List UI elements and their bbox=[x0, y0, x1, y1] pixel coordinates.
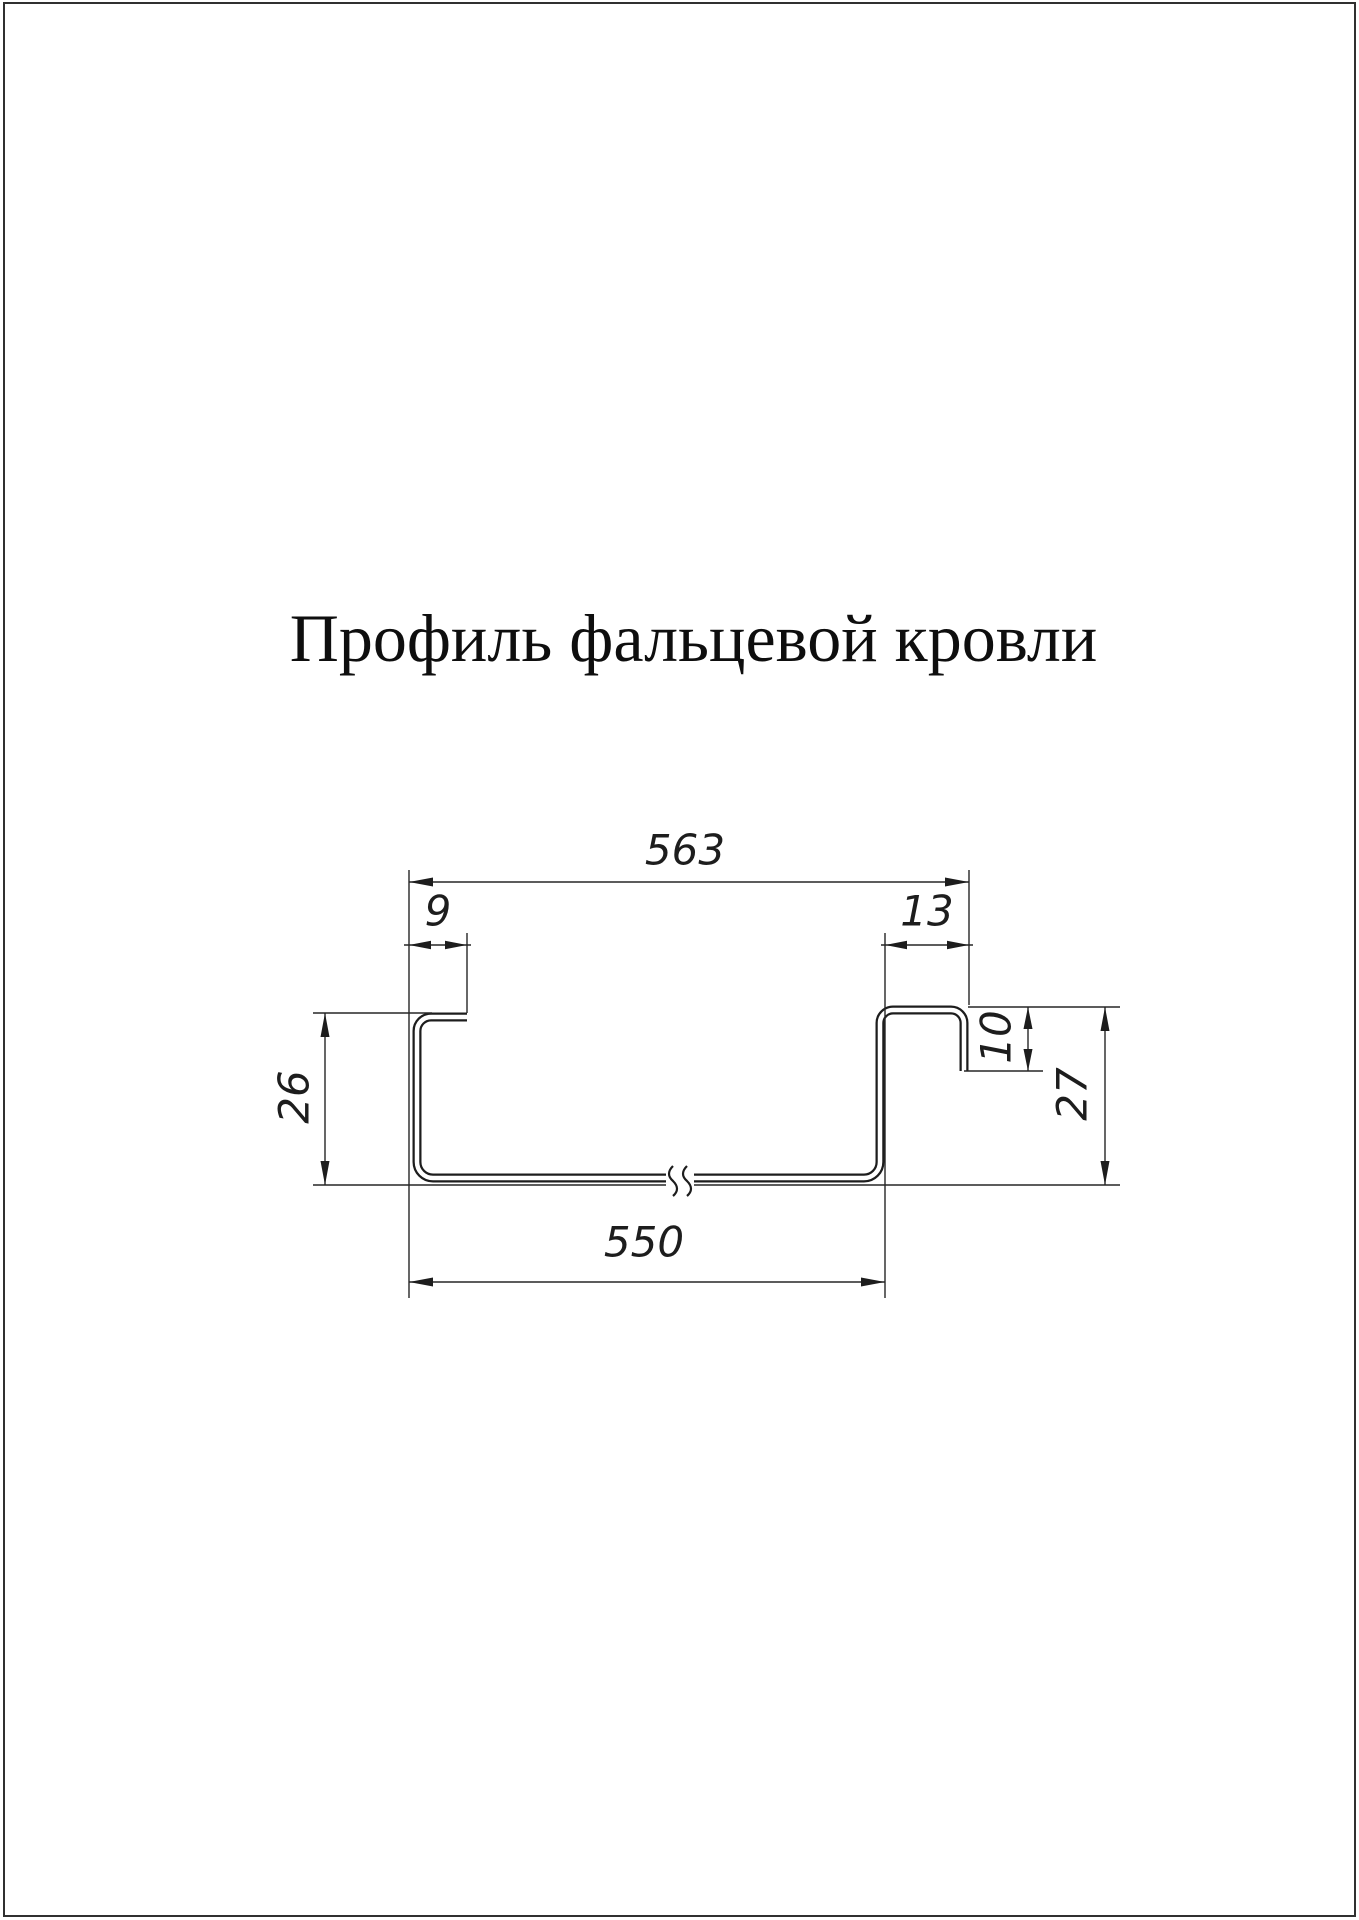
arrowhead-top-icon bbox=[1024, 1007, 1033, 1029]
arrowhead-right-icon bbox=[445, 941, 467, 949]
dim-label-9: 9 bbox=[424, 886, 452, 936]
dim-label-13: 13 bbox=[900, 886, 954, 936]
dim-label-27: 27 bbox=[1047, 1067, 1097, 1121]
dimension-left-height bbox=[270, 1013, 330, 1185]
arrowhead-bottom-icon bbox=[321, 1161, 330, 1185]
dimension-top-overall bbox=[409, 826, 969, 887]
dim-label-550: 550 bbox=[603, 1217, 685, 1267]
dim-label-563: 563 bbox=[644, 825, 726, 875]
arrowhead-right-icon bbox=[945, 878, 969, 887]
dim-label-10: 10 bbox=[971, 1010, 1021, 1064]
dimension-right-height bbox=[1048, 1007, 1110, 1185]
profile-outline bbox=[417, 1010, 964, 1178]
dimension-seam-hook bbox=[972, 1007, 1033, 1071]
arrowhead-left-icon bbox=[409, 878, 433, 887]
dimension-seam-width bbox=[881, 887, 973, 950]
arrowhead-left-icon bbox=[409, 941, 431, 949]
arrowhead-top-icon bbox=[1101, 1007, 1110, 1031]
arrowhead-left-icon bbox=[409, 1278, 433, 1287]
arrowhead-right-icon bbox=[861, 1278, 885, 1287]
break-symbol bbox=[666, 1166, 694, 1196]
arrowhead-top-icon bbox=[321, 1013, 330, 1037]
arrowhead-left-icon bbox=[885, 941, 907, 949]
arrowhead-bottom-icon bbox=[1101, 1161, 1110, 1185]
dimension-left-lip bbox=[404, 887, 471, 950]
drawing-title: Профиль фальцевой кровли bbox=[289, 600, 1098, 676]
dimension-base-width bbox=[409, 1218, 885, 1287]
dim-label-26: 26 bbox=[269, 1070, 319, 1124]
arrowhead-bottom-icon bbox=[1024, 1049, 1033, 1071]
arrowhead-right-icon bbox=[947, 941, 969, 949]
